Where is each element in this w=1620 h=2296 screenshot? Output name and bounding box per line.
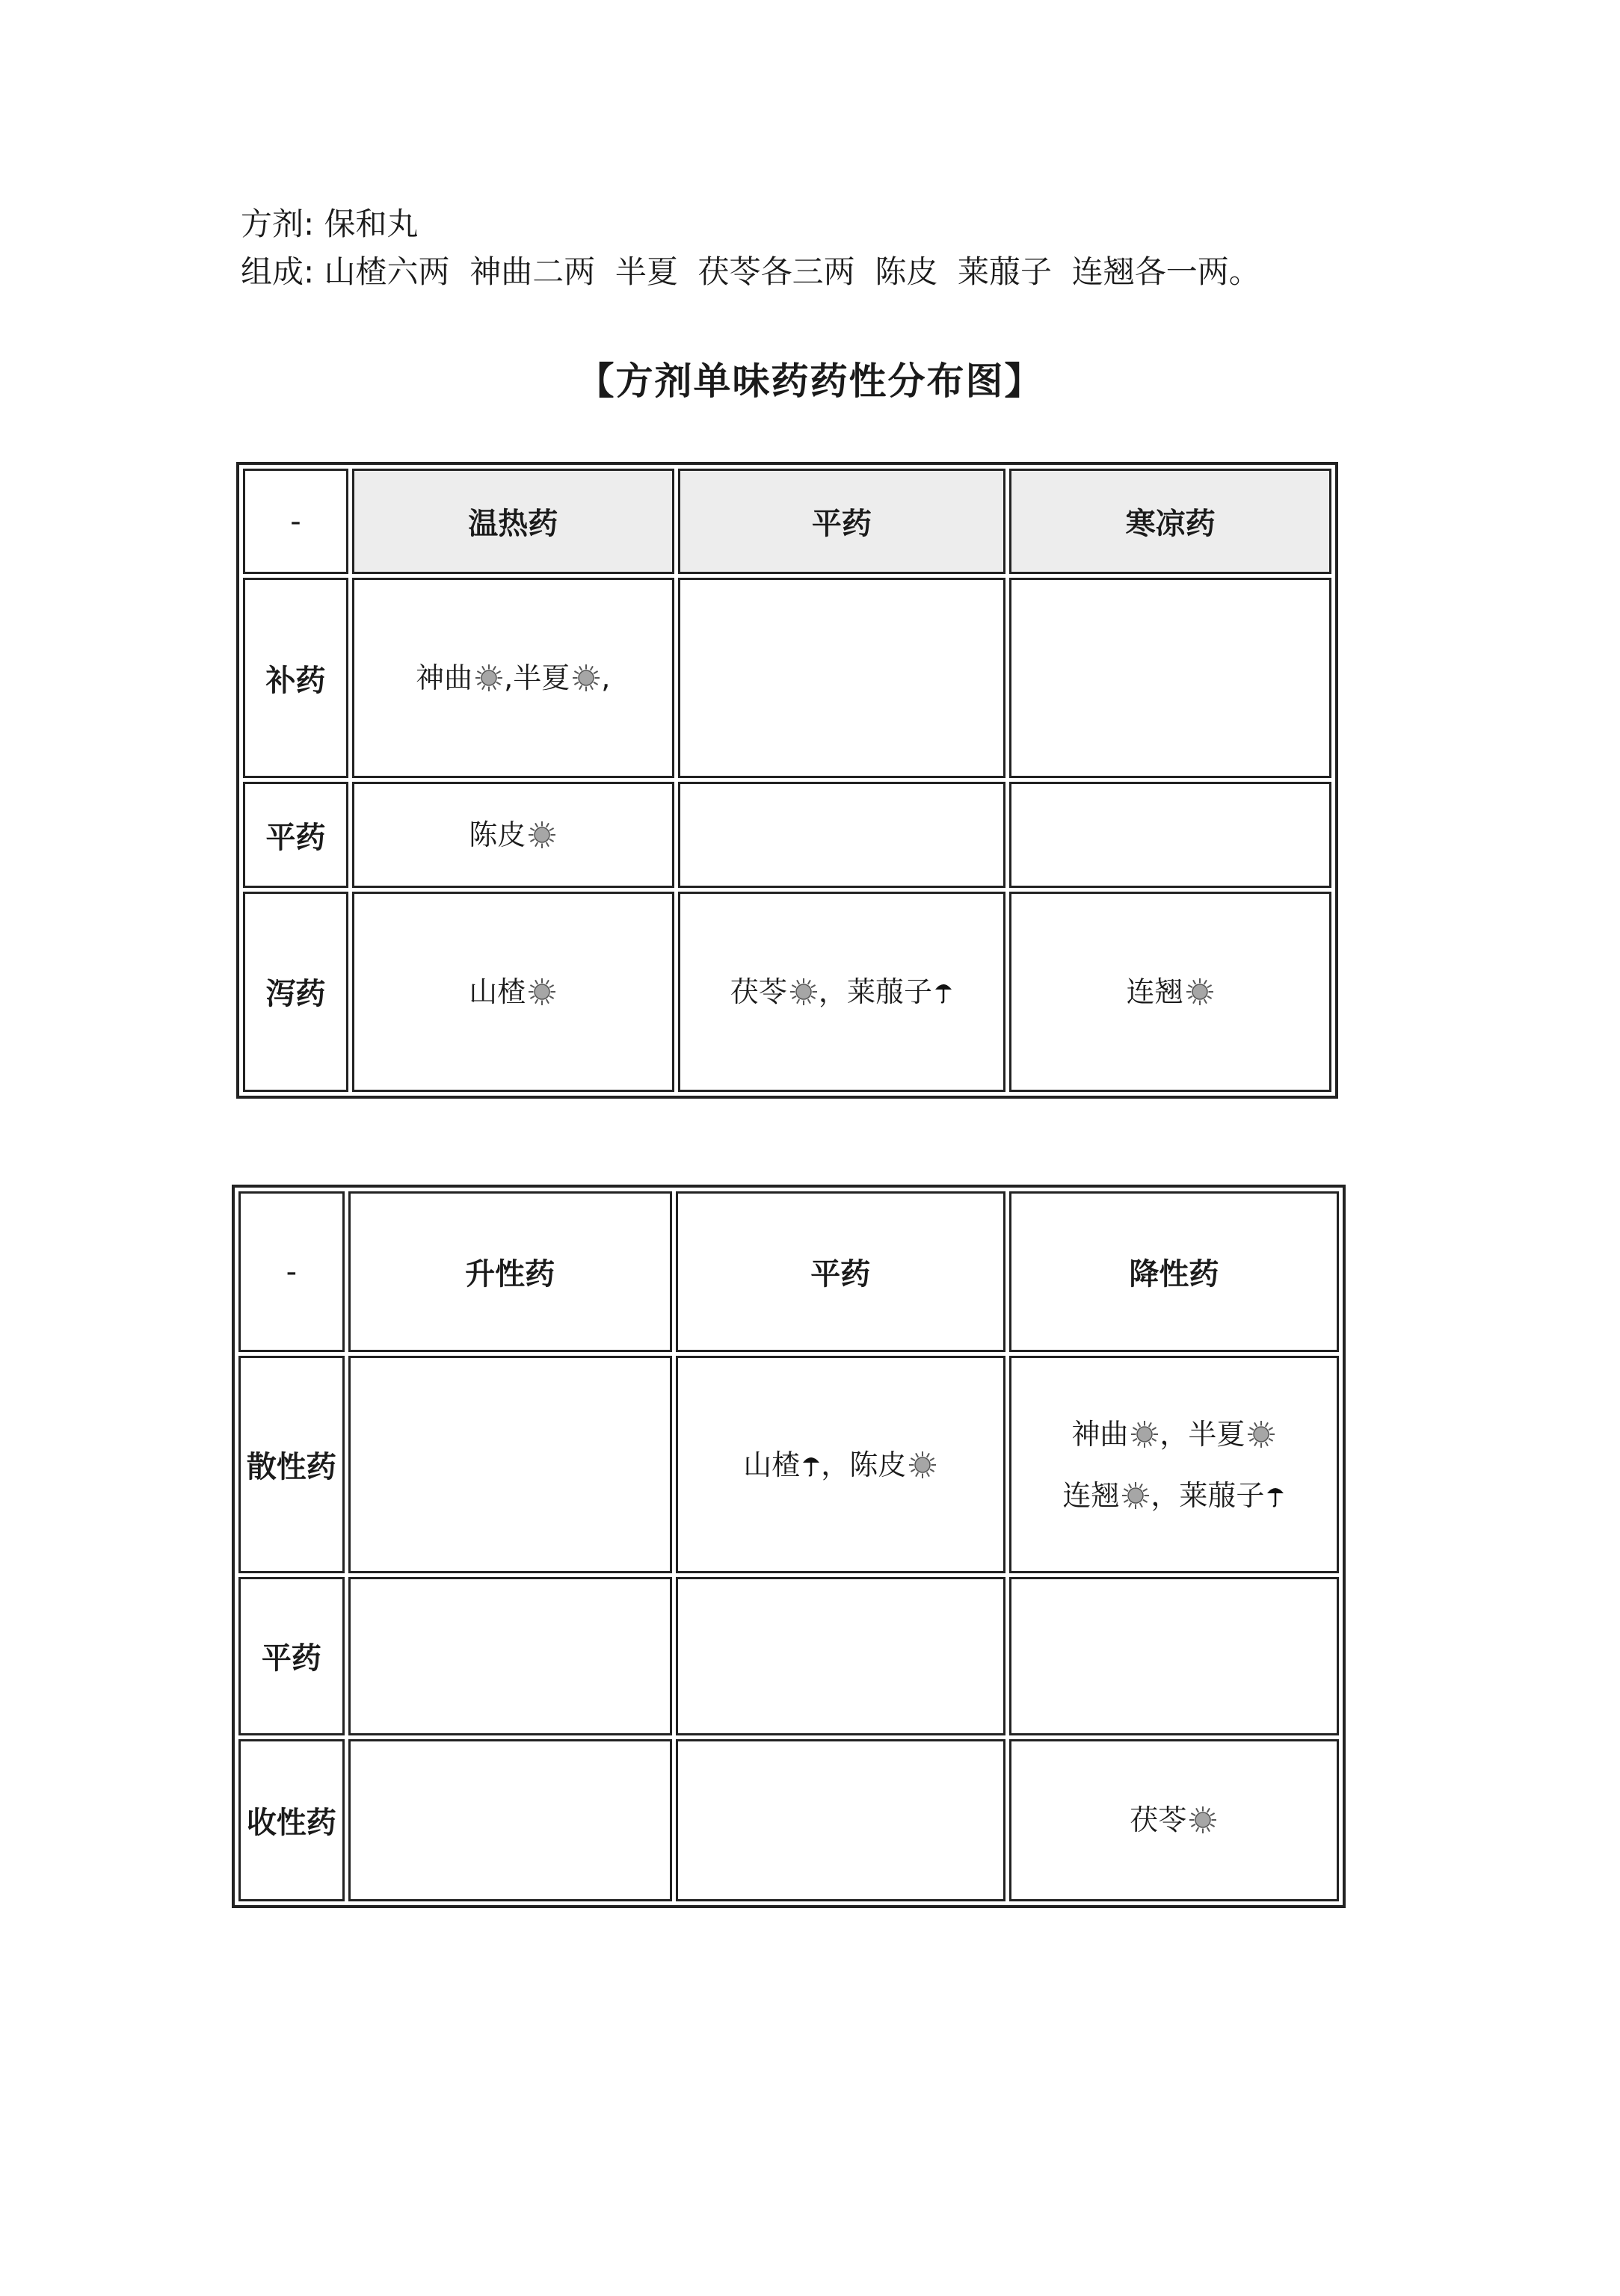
umbrella-icon	[934, 979, 953, 1004]
composition-label: 组成:	[241, 253, 315, 290]
sun-icon	[527, 820, 557, 850]
herb-item	[1127, 971, 1215, 1013]
composition-text: 山楂六两 神曲二两 半夏 茯苓各三两 陈皮 莱菔子 连翘各一两。	[324, 253, 1260, 290]
herb-name: 连翘	[1126, 975, 1183, 1008]
herb-name: 神曲	[416, 661, 473, 695]
table-cell	[352, 782, 674, 887]
herb-item	[469, 971, 557, 1013]
table-cell	[1009, 1577, 1339, 1735]
herb-name: 半夏	[513, 661, 570, 695]
table2-row-astringent: 收性药	[238, 1739, 345, 1902]
herb-name: 陈皮	[469, 818, 526, 852]
herb-item	[513, 657, 610, 699]
table-cell	[676, 1577, 1005, 1735]
umbrella-icon	[801, 1452, 821, 1478]
table1-col-cold: 寒凉药	[1009, 469, 1331, 574]
herb-item	[1062, 1475, 1179, 1516]
herb-item	[1188, 1413, 1276, 1455]
table-cell	[1009, 578, 1331, 778]
herb-name: 神曲	[1071, 1417, 1129, 1451]
herb-item	[1130, 1799, 1218, 1841]
herb-name: 茯苓	[730, 975, 787, 1008]
herb-name: 茯苓	[1130, 1803, 1187, 1837]
herb-item	[743, 1444, 849, 1486]
herb-separator: ,	[601, 661, 611, 695]
direction-distribution-table	[232, 1185, 1346, 1908]
sun-icon	[1185, 977, 1215, 1007]
table1-col-neutral: 平药	[678, 469, 1006, 574]
table2-col-ascending: 升性药	[348, 1191, 672, 1352]
sun-icon	[789, 977, 819, 1007]
umbrella-icon	[1266, 1483, 1285, 1508]
table-cell	[352, 578, 674, 778]
table-cell	[352, 892, 674, 1092]
table2-row-neutral: 平药	[238, 1577, 345, 1735]
table-cell	[1009, 782, 1331, 887]
table-cell	[678, 578, 1006, 778]
formula-header	[241, 200, 1260, 296]
herb-list	[469, 814, 557, 856]
table2-col-neutral: 平药	[676, 1191, 1005, 1352]
herb-separator: ，	[821, 1448, 850, 1481]
table1-row-tonic: 补药	[243, 578, 348, 778]
herb-name: 山楂	[469, 975, 526, 1008]
table1-row-neutral: 平药	[243, 782, 348, 887]
herb-name: 陈皮	[849, 1448, 907, 1481]
table-cell	[676, 1739, 1005, 1902]
herb-separator: ，	[1151, 1478, 1180, 1512]
herb-list	[743, 1444, 937, 1486]
table2-corner: -	[238, 1191, 345, 1352]
formula-line	[241, 200, 1260, 248]
nature-distribution-table	[236, 462, 1338, 1099]
sun-icon	[908, 1450, 937, 1480]
herb-item	[847, 971, 953, 1013]
sun-icon	[1246, 1419, 1276, 1449]
table-cell	[348, 1356, 672, 1573]
table-cell	[678, 782, 1006, 887]
herb-list	[416, 657, 610, 699]
herb-list	[1127, 971, 1215, 1013]
table-cell	[1009, 1356, 1339, 1573]
table-cell	[348, 1577, 672, 1735]
sun-icon	[1121, 1481, 1151, 1510]
table-cell	[1009, 892, 1331, 1092]
herb-list	[730, 971, 953, 1013]
herb-list	[1062, 1413, 1285, 1516]
herb-list	[469, 971, 557, 1013]
sun-icon	[474, 663, 504, 693]
sun-icon	[1130, 1419, 1159, 1449]
table-cell	[1009, 1739, 1339, 1902]
herb-separator: ，	[818, 975, 847, 1008]
herb-name: 连翘	[1062, 1478, 1120, 1512]
page-title: 【方剂单味药药性分布图】	[576, 359, 1044, 403]
table1-row-purge: 泻药	[243, 892, 348, 1092]
herb-item	[849, 1444, 937, 1486]
sun-icon	[571, 663, 601, 693]
table2-col-descending: 降性药	[1009, 1191, 1339, 1352]
herb-list	[1130, 1799, 1218, 1841]
sun-icon	[527, 977, 557, 1007]
herb-item	[1179, 1475, 1285, 1516]
herb-name: 莱菔子	[846, 975, 932, 1008]
table1-col-warm: 温热药	[352, 469, 674, 574]
table-cell	[348, 1739, 672, 1902]
formula-name: 保和丸	[324, 206, 419, 242]
herb-name: 山楂	[743, 1448, 801, 1481]
herb-separator: ,	[504, 661, 514, 695]
composition-line	[241, 248, 1260, 296]
formula-label: 方剂:	[241, 206, 315, 242]
table2-row-dispersing: 散性药	[238, 1356, 345, 1573]
herb-item	[469, 814, 557, 856]
herb-name: 莱菔子	[1179, 1478, 1265, 1512]
table-cell	[678, 892, 1006, 1092]
herb-item	[416, 657, 513, 699]
table1-corner: -	[243, 469, 348, 574]
herb-separator: ，	[1159, 1417, 1189, 1451]
sun-icon	[1188, 1805, 1218, 1835]
herb-name: 半夏	[1188, 1417, 1245, 1451]
table-cell	[676, 1356, 1005, 1573]
herb-item	[1071, 1413, 1188, 1455]
herb-item	[730, 971, 847, 1013]
